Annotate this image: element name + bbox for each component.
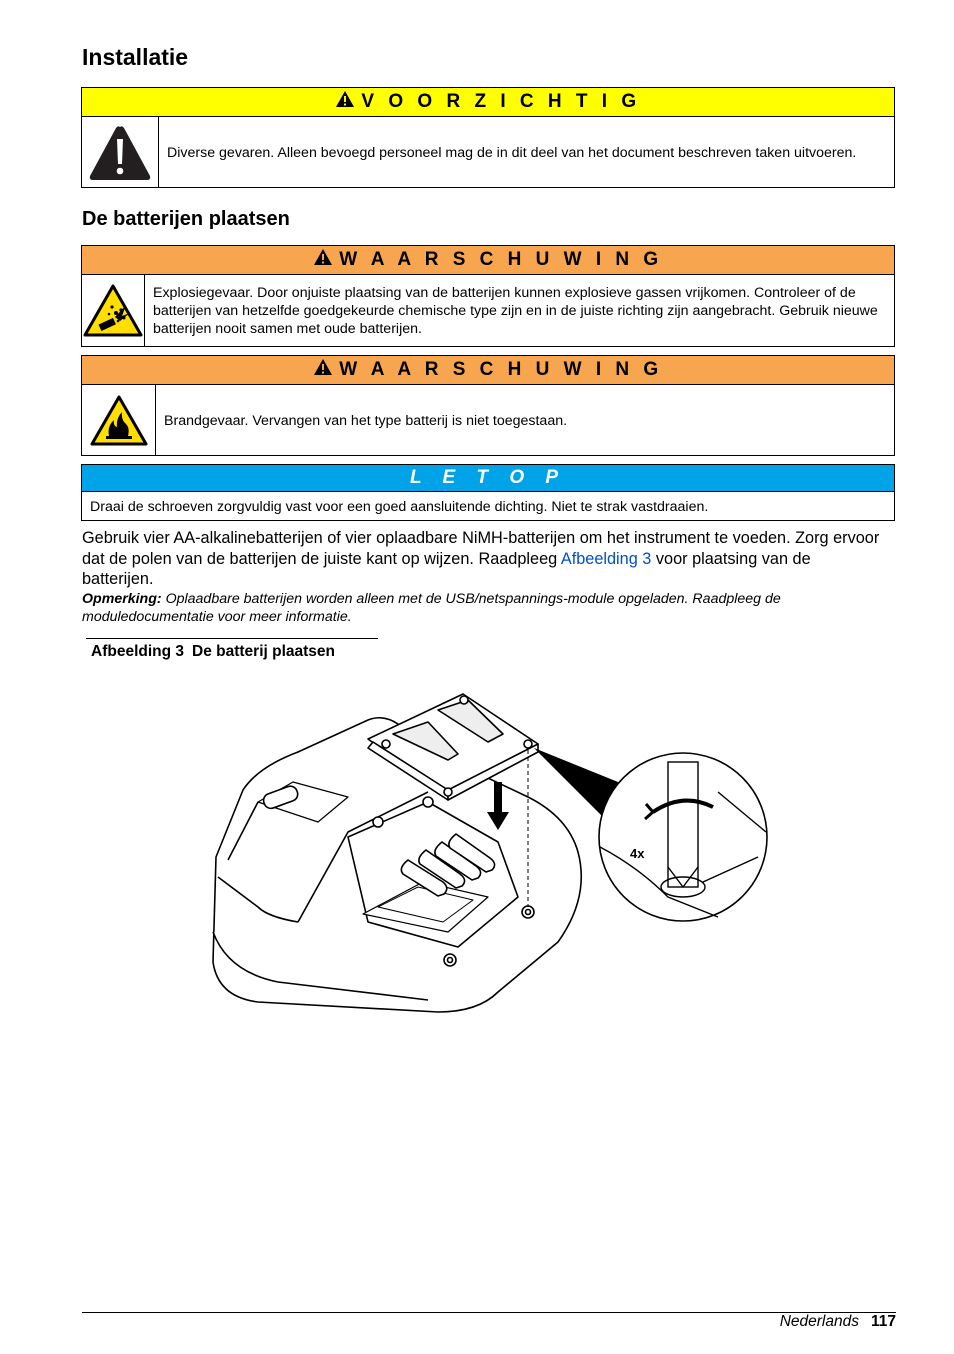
warning-triangle-icon (313, 358, 333, 382)
page-title: Installatie (82, 44, 189, 70)
explosion-warning-box (81, 245, 895, 347)
warning-triangle-icon (335, 90, 355, 114)
note-label: Opmerking: (82, 591, 162, 607)
footer-rule (82, 1312, 896, 1313)
fire-warning-box (81, 355, 895, 456)
fire-hazard-icon (82, 385, 156, 456)
warning-label: W A A R S C H U W I N G (339, 359, 663, 380)
caution-box (81, 87, 895, 188)
page-footer (780, 1313, 896, 1331)
caution-header (82, 88, 894, 117)
body-text-end: voor plaatsing van de batterijen. (82, 549, 811, 588)
explosion-hazard-icon (82, 275, 145, 347)
callout-label: 4x (630, 846, 645, 861)
warning-header (82, 246, 894, 275)
figure-title: De batterij plaatsen (192, 643, 336, 660)
caution-label: V O O R Z I C H T I G (361, 91, 641, 112)
body-text: Gebruik vier AA-alkalinebatterijen of vier oplaadbare NiMH-batterijen om het instrument te voeden. Zorg ervoor dat de polen van de batterijen de juiste kant op wijzen. Raadpleeg (82, 529, 880, 568)
notice-text: Draai de schroeven zorgvuldig vast voor een goed aansluitende dichting. Niet te strak vastdraaien. (90, 498, 709, 515)
section-heading: De batterijen plaatsen (82, 208, 290, 230)
caution-text: Diverse gevaren. Alleen bevoegd personeel mag de in dit deel van het document beschreven taken uitvoeren. (167, 144, 857, 161)
warning-triangle-icon (313, 248, 333, 272)
page-number: 117 (870, 1313, 896, 1330)
figure-number: Afbeelding 3 (91, 643, 185, 660)
warning-text: Brandgevaar. Vervangen van het type batterij is niet toegestaan. (164, 412, 568, 429)
note-paragraph (82, 591, 892, 626)
general-hazard-icon (82, 117, 159, 188)
warning-text: Explosiegevaar. Door onjuiste plaatsing van de batterijen kunnen explosieve gassen vrijkomen. Controleer of de batterijen van hetzelfde goedgekeurde chemische type zijn en in de juiste richting zijn aangebracht. Gebruik nieuwe batterijen nooit samen met oude batterijen. (153, 285, 878, 337)
figure-link[interactable]: Afbeelding 3 (560, 549, 652, 568)
warning-label: W A A R S C H U W I N G (339, 249, 663, 270)
battery-installation-illustration (198, 682, 778, 1027)
warning-header (82, 356, 894, 385)
footer-language: Nederlands (779, 1313, 859, 1330)
notice-box (81, 464, 895, 521)
note-text: Oplaadbare batterijen worden alleen met de USB/netspannings-module opgeladen. Raadpleeg de moduledocumentatie voor meer informatie. (82, 591, 781, 625)
figure-caption (91, 643, 335, 661)
figure-rule (86, 638, 378, 639)
body-paragraph (82, 528, 882, 590)
notice-header: L E T O P (82, 465, 894, 492)
